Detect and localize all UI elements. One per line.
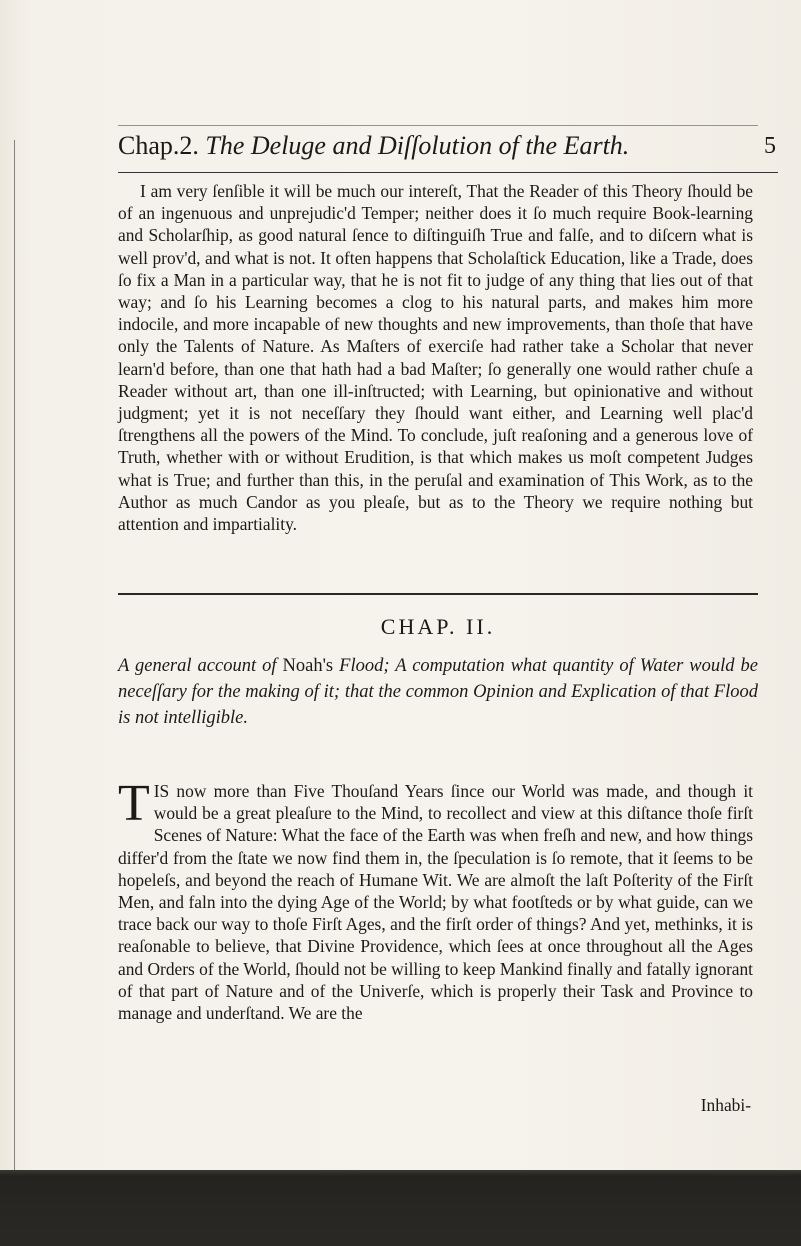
top-edge-rule [118,125,758,126]
page-bottom-edge [0,1170,801,1246]
paragraph-2-text: IS now more than Five Thouſand Years ſince our World was made, and though it would be a great pleaſure to the Mind, to recollect and view at this diſtance thoſe firſt Scenes of Nature: What the face of the Earth was when freſh and new, and how things differ'd from the ſtate we now find them in, the ſpeculation is ſo remote, that it ſeems to be hopeleſs, and beyond the reach of Humane Wit. We are almoſt the laſt Poſterity of the Firſt Men, and faln into the dying Age of the World; by what footſteds or by what guide, can we trace back our way to thoſe Firſt Ages, and the firſt order of things? And yet, methinks, it is reaſonable to believe, that Divine Providence, which ſees at once throughout all the Ages and Orders of the World, ſhould not be willing to keep Mankind finally and fatally ignorant of that part of Nature and of the Univerſe, which is properly their Task and Province to manage and underſtand. We are the [118,781,753,1024]
paragraph-2 [118,775,753,1024]
drop-cap: T [118,775,150,832]
chapter-heading: CHAP. II. [380,614,496,639]
running-head [118,131,629,161]
page-number: 5 [764,133,776,159]
summary-part-1: A general account of [118,656,277,676]
running-head-chapter: Chap.2. [118,131,199,160]
gutter-shadow [14,140,15,1170]
chapter-separator-rule [118,593,758,595]
catchword: Inhabi- [700,1095,751,1115]
paragraph-1: I am very ſenſible it will be much our intereſt, That the Reader of this Theory ſhould be of an ingenuous and unprejudic'd Temper; neither does it ſo much require Book-learning and Scholarſhip, as good natural ſence to diſtinguiſh True and falſe, and to diſcern what is well prov'd, and what is not. It often happens that Scholaſtick Education, like a Trade, does ſo fix a Man in a particular way, that he is not fit to judge of any thing that lies out of that way; and ſo his Learning becomes a clog to his natural parts, and makes him more indocile, and more incapable of new thoughts and new improvements, than thoſe that have only the Talents of Nature. As Maſters of exerciſe had rather take a Scholar that never learn'd before, than one that hath had a bad Maſter; ſo generally one would rather chuſe a Reader without art, than one ill-inſtructed; with Learning, but opinionative and without judgment; yet it is not neceſſary they ſhould want either, and Learning well plac'd ſtrengthens all the powers of the Mind. To conclude, juſt reaſoning and a generous love of Truth, whether with or without Erudition, is that which makes us moſt competent Judges what is True; and further than this, in the peruſal and examination of This Work, as to the Author as much Candor as you pleaſe, but as to the Theory we require nothing but attention and impartiality. [118,181,753,535]
page-header [118,131,778,171]
running-head-title: The Deluge and Diſſolution of the Earth. [205,131,630,160]
summary-noah: Noah's [282,656,334,676]
chapter-summary [118,653,758,731]
summary-part-2: Flood; A computation what quantity of Water would be neceſſary for the making of it; that the common Opinion and Explication of that Flood is not intelligible. [118,656,759,728]
header-rule [118,172,778,173]
